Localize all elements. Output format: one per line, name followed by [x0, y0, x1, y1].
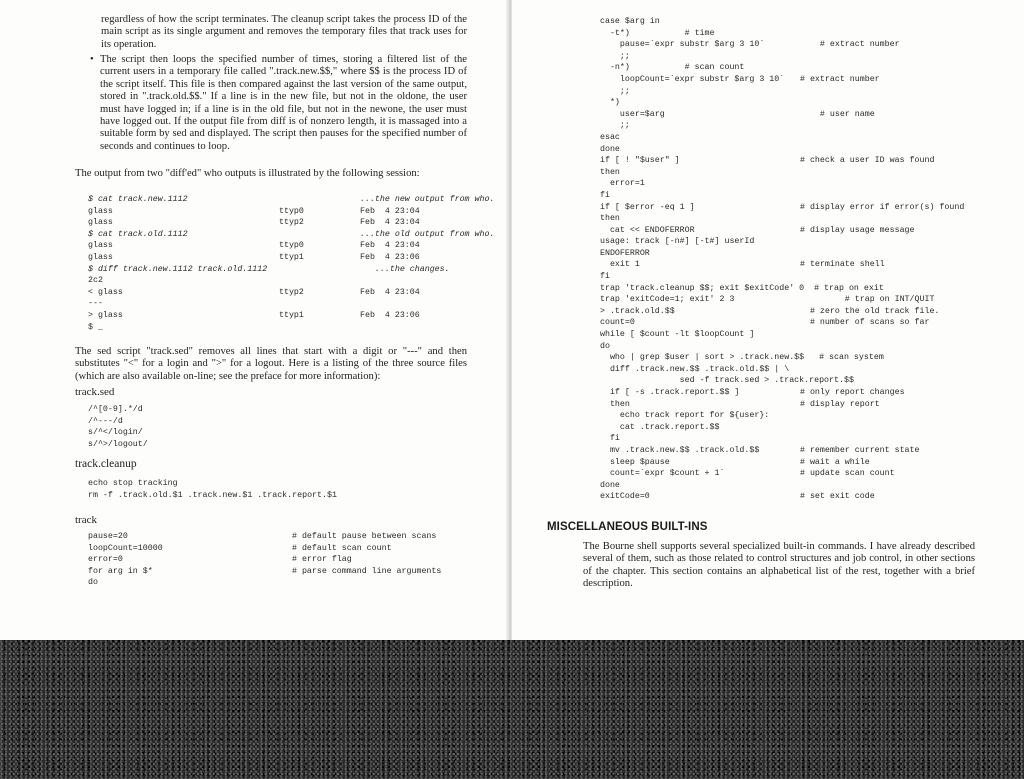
- code-line: [600, 352, 964, 364]
- session-cell: Feb 4 23:04: [360, 287, 420, 297]
- code-line: [600, 491, 964, 503]
- code-text: mv .track.new.$$ .track.old.$$: [600, 445, 760, 455]
- code-comment: # wait a while: [800, 457, 870, 467]
- code-line: [600, 109, 964, 121]
- code-line: [600, 399, 964, 411]
- code-line: [600, 375, 964, 387]
- section-heading: MISCELLANEOUS BUILT-INS: [547, 521, 708, 533]
- session-line: [88, 275, 494, 287]
- code-comment: # extract number: [800, 40, 900, 50]
- code-comment: # update scan count: [800, 469, 895, 479]
- code-line: rm -f .track.old.$1 .track.new.$1 .track.report.$1: [88, 490, 337, 500]
- session-cell: ttyp2: [279, 287, 304, 297]
- code-text: done: [600, 480, 620, 490]
- code-text: error=1: [600, 179, 645, 189]
- code-text: sed -f track.sed > .track.report.$$: [600, 376, 854, 386]
- code-text: -n*) # scan count: [600, 63, 745, 73]
- code-line: [88, 531, 441, 543]
- code-line: [600, 144, 964, 156]
- code-text: if [ ! "$user" ]: [600, 156, 680, 166]
- code-comment: # trap on INT/QUIT: [800, 295, 935, 305]
- code-comment: # remember current state: [800, 445, 920, 455]
- session-cell: Feb 4 23:06: [360, 310, 420, 320]
- code-text: if [ $error -eq 1 ]: [600, 202, 695, 212]
- section-paragraph: The Bourne shell supports several specialized built-in commands. I have already described several of them, such as those related to control structures and job control, in other sections of the chapter. This section contains an alphabetical list of the rest, together with a brief description.: [583, 541, 975, 590]
- code-comment: # set exit code: [800, 492, 875, 502]
- code-line: [88, 566, 441, 578]
- code-line: [600, 155, 964, 167]
- code-text: do: [600, 341, 610, 351]
- track-sed-label: track.sed: [75, 386, 115, 398]
- session-cell: $ diff track.new.1112 track.old.1112: [88, 264, 268, 274]
- code-line: [600, 74, 964, 86]
- code-line: [600, 236, 964, 248]
- code-line: [600, 51, 964, 63]
- session-cell: > glass: [88, 310, 123, 320]
- session-line: [88, 287, 494, 299]
- code-line: [88, 554, 441, 566]
- session-cell: glass: [88, 218, 113, 228]
- code-text: user=$arg: [600, 109, 665, 119]
- code-line: /^[0-9].*/d: [88, 405, 143, 414]
- code-comment: # display usage message: [800, 225, 915, 235]
- code-text: then: [600, 399, 630, 409]
- session-line: [88, 264, 494, 276]
- code-text: fi: [600, 272, 610, 282]
- code-line: [600, 132, 964, 144]
- session-cell: ttyp0: [279, 241, 304, 251]
- code-line: [600, 271, 964, 283]
- session-line: [88, 194, 494, 206]
- code-text: loopCount=`expr substr $arg 3 10`: [600, 74, 785, 84]
- code-line: [600, 86, 964, 98]
- code-line: [600, 294, 964, 306]
- code-line: [600, 445, 964, 457]
- code-text: while [ $count -lt $loopCount ]: [600, 330, 755, 340]
- code-text: pause=20: [88, 532, 128, 541]
- session-cell: ttyp2: [279, 218, 304, 228]
- code-text: cat << ENDOFERROR: [600, 225, 695, 235]
- code-line: [600, 62, 964, 74]
- track-code: [88, 531, 441, 589]
- track-code-continued: [600, 16, 964, 503]
- sed-paragraph: The sed script "track.sed" removes all lines that start with a digit or "---" and then substitutes "<" for a login and ">" for a logout. Here is a listing of the three source files (which are also available on-line; see the preface for more information):: [75, 346, 467, 382]
- code-text: for arg in $*: [88, 566, 153, 576]
- code-text: esac: [600, 132, 620, 142]
- code-comment: # display error if error(s) found: [800, 202, 965, 212]
- right-page: [512, 0, 1024, 640]
- code-text: count=`expr $count + 1`: [600, 469, 725, 479]
- session-cell: Feb 4 23:04: [360, 218, 420, 228]
- code-line: [600, 225, 964, 237]
- code-text: trap 'track.cleanup $$; exit $exitCode' 0 # trap on exit: [600, 283, 884, 293]
- intro-paragraph: regardless of how the script terminates. The cleanup script takes the process ID of the main script as its single argument and removes the temporary files that track uses for its operation.: [101, 14, 467, 50]
- scan-background: [0, 640, 1024, 779]
- code-line: [600, 457, 964, 469]
- session-cell: ttyp1: [279, 310, 304, 320]
- session-intro: The output from two "diff'ed" who outputs is illustrated by the following session:: [75, 168, 420, 179]
- bullet-text: The script then loops the specified number of times, storing a filtered list of the current users in a temporary file called ".track.new.$$," where $$ is the process ID of the script itself. This file is then compared against the last version of the same output, stored in ".track.old.$$." If a line is in the new file, but not in the oldone, the user must have logged in; if a line is in the old file, but not in the newone, the user must have logged out. If the output file from diff is of nonzero length, it is massaged into a suitable form by sed and displayed. The script then pauses for the specified number of seconds and continues to loop.: [100, 54, 467, 152]
- code-text: ;;: [600, 86, 630, 96]
- bullet-icon: •: [90, 54, 94, 65]
- session-cell: $ _: [88, 322, 103, 332]
- session-line: [88, 229, 494, 241]
- code-line: [600, 480, 964, 492]
- session-line: [88, 322, 494, 334]
- session-line: [88, 310, 494, 322]
- code-line: [600, 190, 964, 202]
- session-cell: ttyp1: [279, 252, 304, 262]
- code-line: [600, 202, 964, 214]
- track-cleanup-label: track.cleanup: [75, 458, 137, 470]
- code-comment: # default pause between scans: [292, 532, 437, 541]
- code-text: pause=`expr substr $arg 3 10`: [600, 40, 765, 50]
- session-cell: Feb 4 23:04: [360, 206, 420, 216]
- code-text: who | grep $user | sort > .track.new.$$: [600, 353, 805, 363]
- code-line: [600, 306, 964, 318]
- code-comment: # display report: [800, 399, 880, 409]
- code-line: [600, 97, 964, 109]
- session-line: [88, 206, 494, 218]
- code-text: diff .track.new.$$ .track.old.$$ | \: [600, 364, 790, 374]
- session-cell: ...the changes.: [360, 264, 450, 274]
- code-line: [600, 178, 964, 190]
- code-text: echo track report for ${user}:: [600, 411, 770, 421]
- terminal-session: [88, 194, 494, 333]
- session-cell: ---: [88, 299, 103, 309]
- code-line: [600, 433, 964, 445]
- code-text: ;;: [600, 121, 630, 131]
- code-line: [600, 283, 964, 295]
- code-line: [600, 39, 964, 51]
- code-line: s/^>/logout/: [88, 439, 148, 449]
- code-line: [600, 248, 964, 260]
- session-cell: ...the old output from who.: [360, 229, 495, 239]
- code-text: *): [600, 98, 620, 108]
- code-line: [600, 120, 964, 132]
- bullet-list: [90, 54, 467, 153]
- code-text: fi: [600, 434, 620, 444]
- code-comment: # check a user ID was found: [800, 156, 935, 166]
- code-comment: # only report changes: [800, 388, 905, 397]
- session-cell: glass: [88, 206, 113, 216]
- code-line: [600, 28, 964, 40]
- track-sed-code: [88, 404, 148, 450]
- code-text: do: [88, 578, 98, 588]
- code-comment: # zero the old track file.: [800, 306, 940, 316]
- code-line: s/^</login/: [88, 428, 143, 438]
- session-cell: glass: [88, 252, 113, 262]
- code-line: [88, 543, 441, 555]
- code-text: then: [600, 214, 620, 224]
- left-page: [0, 0, 510, 640]
- code-text: usage: track [-n#] [-t#] userId: [600, 237, 755, 247]
- code-line: [600, 213, 964, 225]
- code-text: done: [600, 144, 620, 154]
- code-text: exitCode=0: [600, 492, 650, 502]
- code-text: error=0: [88, 555, 123, 565]
- code-comment: # user name: [800, 109, 875, 119]
- session-line: [88, 240, 494, 252]
- session-cell: 2c2: [88, 276, 103, 286]
- code-line: [600, 16, 964, 28]
- code-line: echo stop tracking: [88, 479, 178, 488]
- code-line: [600, 364, 964, 376]
- code-line: [88, 577, 441, 589]
- code-text: if [ -s .track.report.$$ ]: [600, 388, 740, 397]
- code-comment: # error flag: [292, 555, 352, 565]
- session-line: [88, 298, 494, 310]
- code-comment: # terminate shell: [800, 260, 885, 270]
- code-text: > .track.old.$$: [600, 306, 675, 316]
- session-cell: Feb 4 23:06: [360, 252, 420, 262]
- code-text: ENDOFERROR: [600, 248, 650, 258]
- code-text: trap 'exitCode=1; exit' 2 3: [600, 295, 735, 305]
- session-line: [88, 252, 494, 264]
- session-cell: glass: [88, 241, 113, 251]
- code-text: cat .track.report.$$: [600, 422, 720, 432]
- code-text: count=0: [600, 318, 635, 328]
- code-comment: # extract number: [800, 74, 880, 84]
- code-line: [600, 422, 964, 434]
- code-line: [600, 167, 964, 179]
- code-text: case $arg in: [600, 17, 660, 26]
- session-cell: Feb 4 23:04: [360, 241, 420, 251]
- code-line: [600, 387, 964, 399]
- code-text: loopCount=10000: [88, 543, 163, 553]
- session-cell: < glass: [88, 287, 123, 297]
- track-label: track: [75, 514, 97, 526]
- code-line: [600, 259, 964, 271]
- code-text: sleep $pause: [600, 457, 670, 467]
- code-comment: # parse command line arguments: [292, 566, 442, 576]
- session-cell: $ cat track.new.1112: [88, 195, 188, 204]
- code-line: [600, 410, 964, 422]
- code-line: [600, 341, 964, 353]
- code-comment: # number of scans so far: [800, 318, 930, 328]
- code-text: ;;: [600, 51, 630, 61]
- code-text: -t*) # time: [600, 28, 715, 38]
- code-line: /^---/d: [88, 416, 123, 426]
- session-cell: ttyp0: [279, 206, 304, 216]
- code-line: [600, 468, 964, 480]
- list-item: [90, 54, 467, 153]
- session-cell: ...the new output from who.: [360, 195, 495, 204]
- session-cell: $ cat track.old.1112: [88, 229, 188, 239]
- code-comment: # scan system: [804, 353, 884, 363]
- code-line: [600, 329, 964, 341]
- track-cleanup-code: [88, 478, 337, 501]
- session-line: [88, 217, 494, 229]
- code-text: exit 1: [600, 260, 640, 270]
- code-text: then: [600, 167, 620, 177]
- code-text: fi: [600, 190, 610, 200]
- code-comment: # default scan count: [292, 543, 392, 553]
- code-line: [600, 317, 964, 329]
